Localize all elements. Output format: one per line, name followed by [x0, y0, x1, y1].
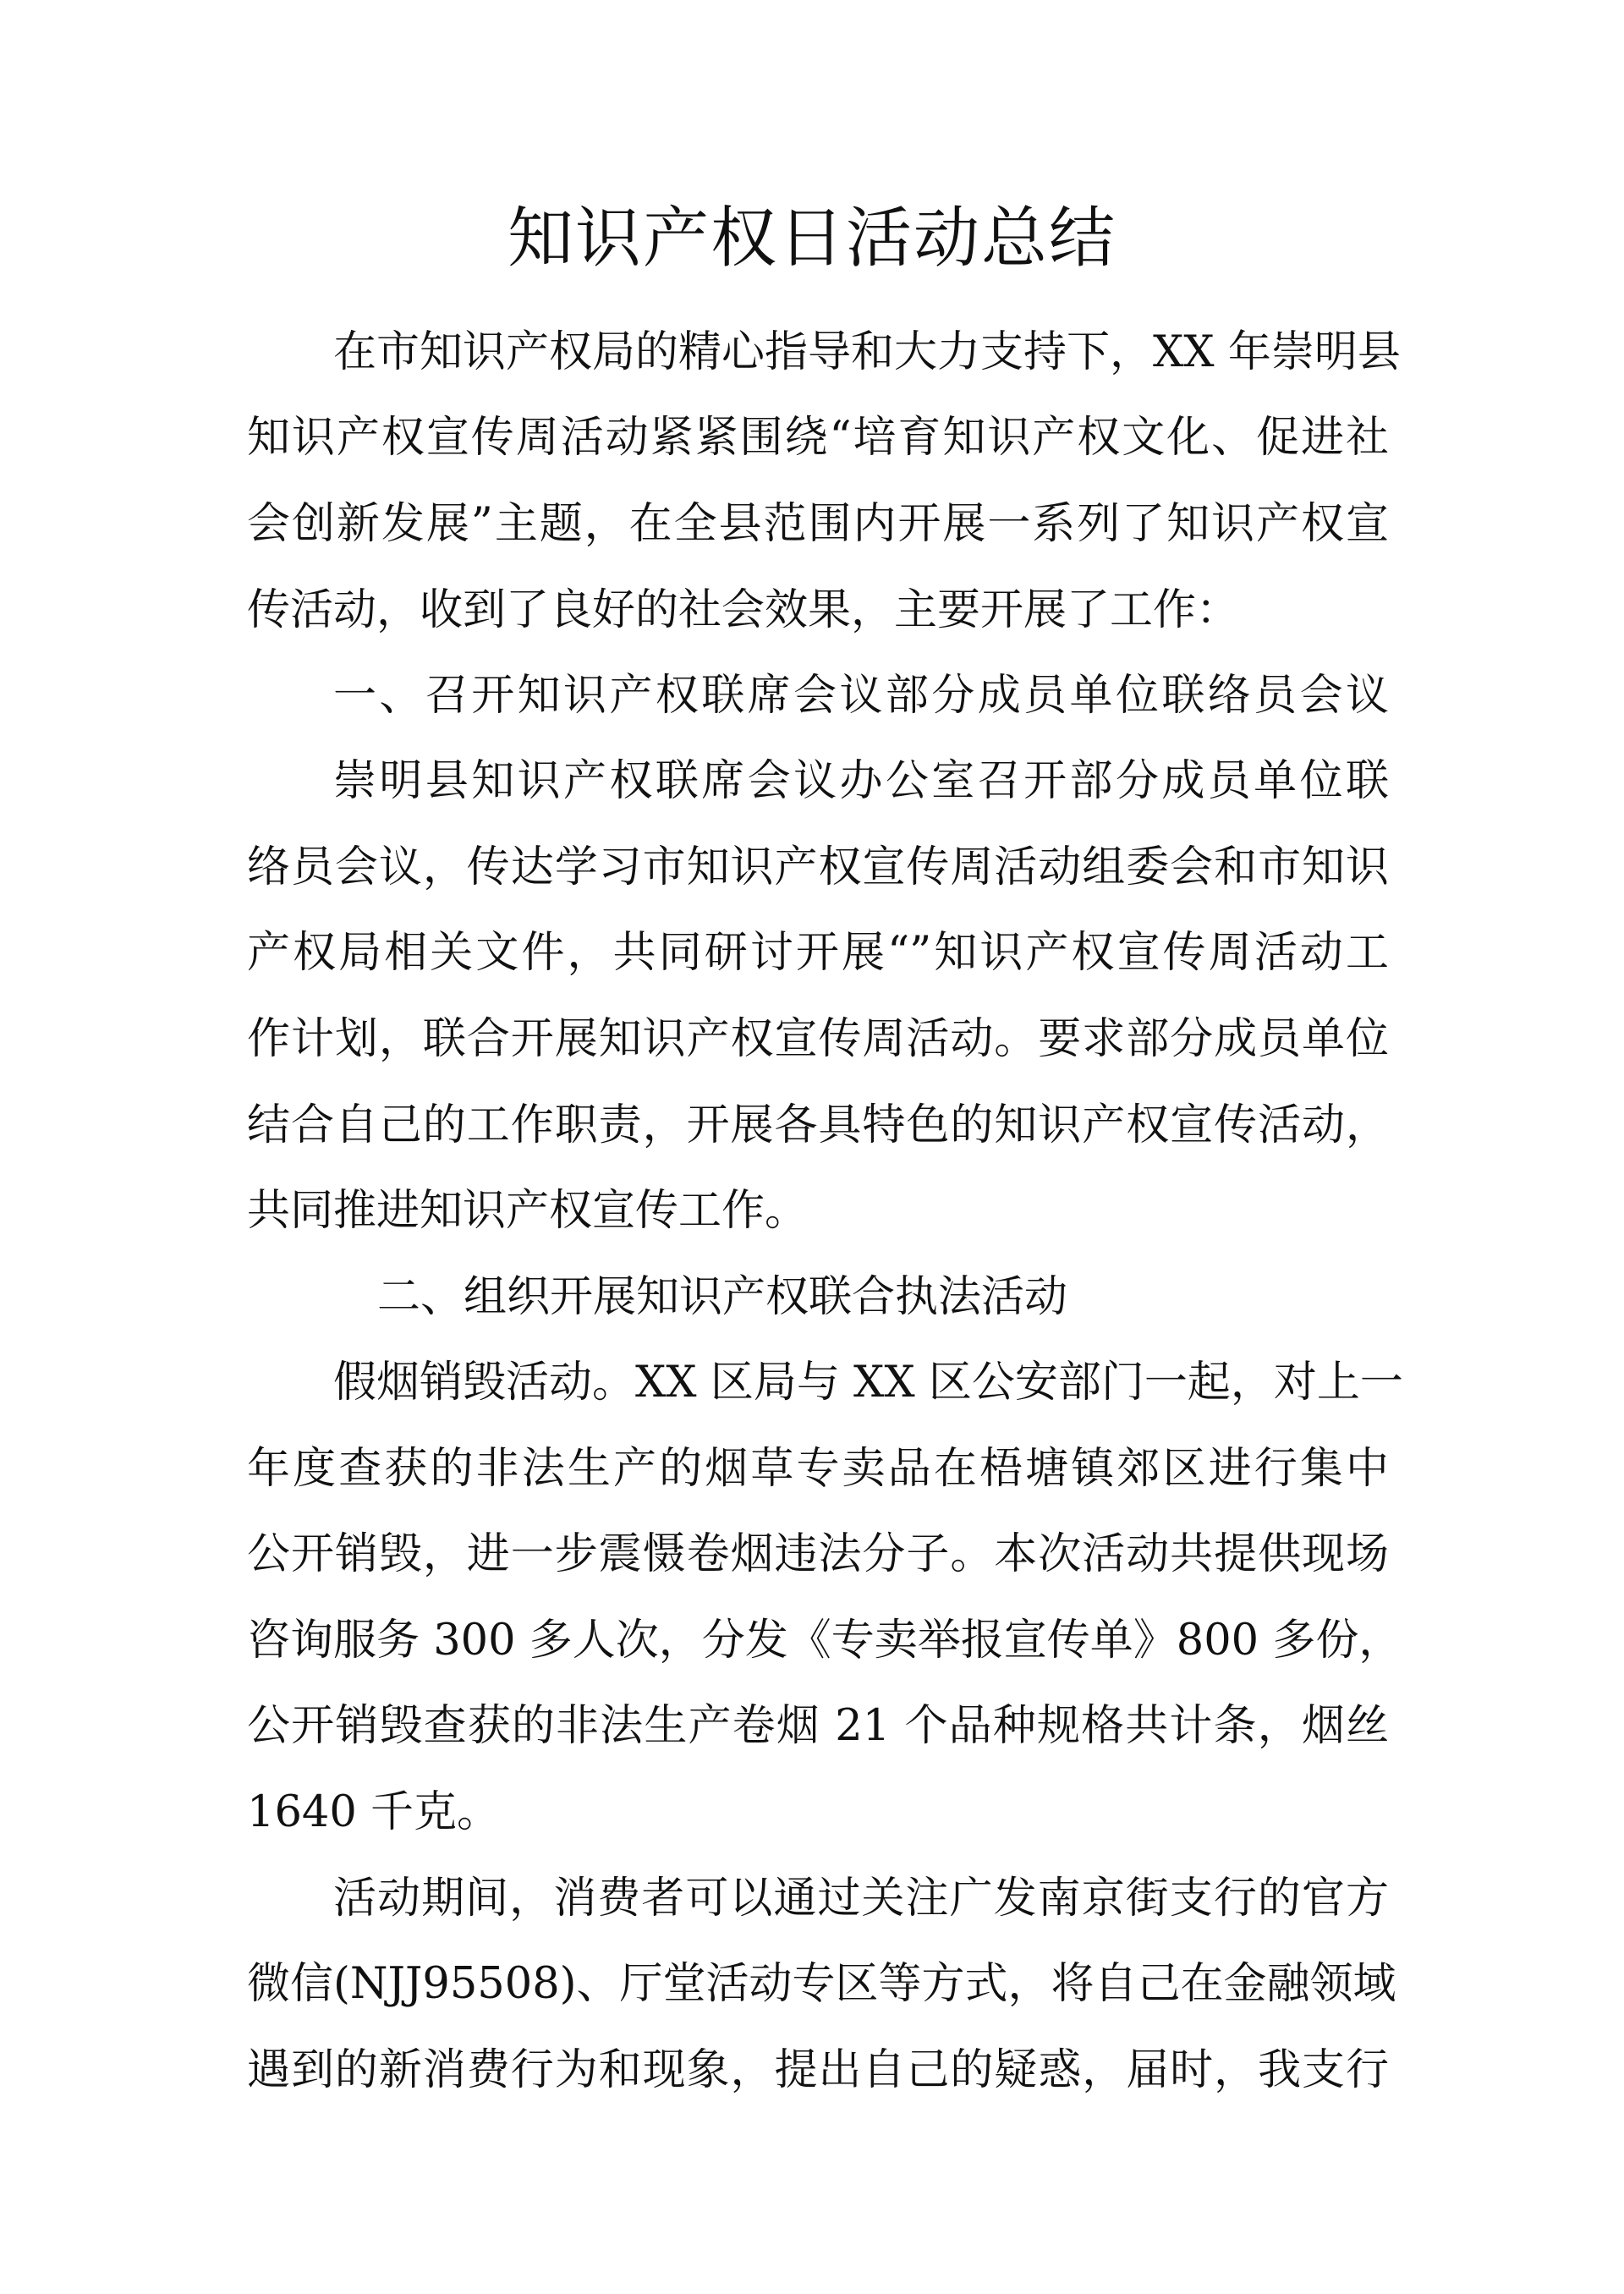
- paragraph-line: 传活动，收到了良好的社会效果，主要开展了工作：: [247, 585, 1240, 635]
- section-heading: 一、召开知识产权联席会议部分成员单位联络员会议: [333, 671, 1389, 721]
- paragraph-line: 崇明县知识产权联席会议办公室召开部分成员单位联: [333, 756, 1389, 806]
- paragraph-line: 产权局相关文件，共同研讨开展“”知识产权宣传周活动工: [247, 928, 1389, 978]
- paragraph-line: 知识产权宣传周活动紧紧围绕“培育知识产权文化、促进社: [247, 413, 1389, 463]
- paragraph-line: 活动期间，消费者可以通过关注广发南京街支行的官方: [333, 1874, 1389, 1924]
- paragraph-line: 公开销毁查获的非法生产卷烟 21 个品种规格共计条，烟丝: [247, 1701, 1389, 1751]
- paragraph-line: 微信(NJJ95508)、厅堂活动专区等方式，将自己在金融领域: [247, 1959, 1396, 2009]
- paragraph-line: 结合自己的工作职责，开展各具特色的知识产权宣传活动，: [247, 1100, 1389, 1150]
- document-title: 知识产权日活动总结: [507, 200, 1116, 277]
- paragraph-line: 络员会议，传达学习市知识产权宣传周活动组委会和市知识: [247, 842, 1389, 892]
- section-heading: 二、组织开展知识产权联合执法活动: [377, 1272, 1068, 1322]
- paragraph-line: 遇到的新消费行为和现象，提出自己的疑惑，届时，我支行: [247, 2045, 1389, 2095]
- paragraph-line: 在市知识产权局的精心指导和大力支持下，XX 年崇明县: [333, 327, 1401, 377]
- paragraph-line: 1640 千克。: [247, 1787, 501, 1837]
- paragraph-line: 咨询服务 300 多人次，分发《专卖举报宣传单》800 多份，: [247, 1616, 1402, 1666]
- paragraph-line: 假烟销毁活动。XX 区局与 XX 区公安部门一起，对上一: [333, 1358, 1403, 1408]
- paragraph-line: 共同推进知识产权宣传工作。: [247, 1186, 809, 1236]
- paragraph-line: 作计划，联合开展知识产权宣传周活动。要求部分成员单位: [247, 1014, 1389, 1064]
- paragraph-line: 年度查获的非法生产的烟草专卖品在梧塘镇郊区进行集中: [247, 1444, 1389, 1494]
- paragraph-line: 会创新发展”主题，在全县范围内开展一系列了知识产权宣: [247, 499, 1389, 549]
- paragraph-line: 公开销毁，进一步震慑卷烟违法分子。本次活动共提供现场: [247, 1529, 1389, 1579]
